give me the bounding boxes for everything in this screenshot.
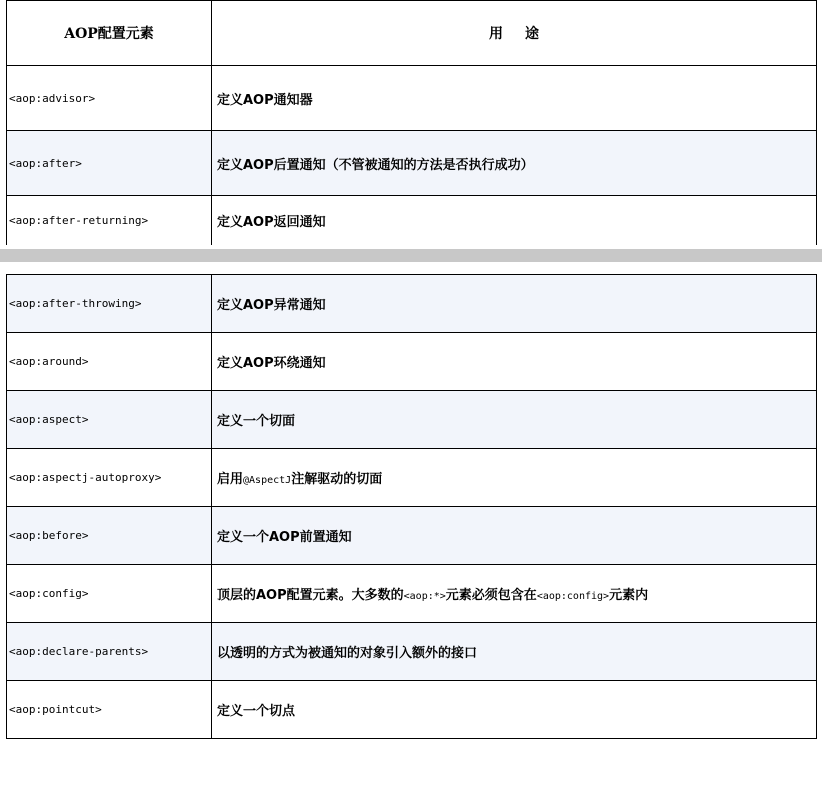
purpose-cell [212,565,817,623]
element-cell: <aop:after> [7,131,212,196]
element-cell: <aop:pointcut> [7,681,212,739]
table-row [7,623,817,681]
element-cell: <aop:before> [7,507,212,565]
purpose-cell: 定义一个切点 [212,681,817,739]
purpose-cell: 以透明的方式为被通知的对象引入额外的接口 [212,623,817,681]
element-cell: <aop:advisor> [7,66,212,131]
table-row [7,681,817,739]
element-cell: <aop:after-throwing> [7,275,212,333]
element-cell: <aop:config> [7,565,212,623]
table-row [7,507,817,565]
purpose-code: <aop:*> [403,591,446,602]
purpose-cell: 定义AOP异常通知 [212,275,817,333]
purpose-cell: 定义AOP后置通知（不管被通知的方法是否执行成功） [212,131,817,196]
purpose-text: 元素必须包含在 [445,588,537,603]
table-row [7,131,817,196]
table-row [7,275,817,333]
element-cell: <aop:declare-parents> [7,623,212,681]
purpose-cell: 定义AOP通知器 [212,66,817,131]
element-cell: <aop:aspect> [7,391,212,449]
purpose-text: 顶层的AOP配置元素。大多数的 [217,588,404,603]
aop-elements-table-part2 [6,262,817,739]
table-header-row [7,1,817,66]
element-cell: <aop:aspectj-autoproxy> [7,449,212,507]
purpose-text: 启用 [217,472,244,487]
table-row [7,333,817,391]
purpose-text: 元素内 [609,588,649,603]
table-row [7,391,817,449]
table-row [7,66,817,131]
page-break-divider [0,249,822,262]
header-purpose: 用途 [212,1,817,66]
aop-elements-table-part1 [6,0,817,245]
table-row [7,565,817,623]
purpose-code: @AspectJ [243,475,292,486]
purpose-cell: 定义一个切面 [212,391,817,449]
purpose-cell [212,449,817,507]
table-continuation-stub [7,262,817,275]
purpose-cell: 定义一个AOP前置通知 [212,507,817,565]
header-aop-element: AOP配置元素 [7,1,212,66]
table-row [7,196,817,246]
purpose-text: 注解驱动的切面 [291,472,383,487]
element-cell: <aop:around> [7,333,212,391]
table-row [7,449,817,507]
purpose-cell: 定义AOP环绕通知 [212,333,817,391]
purpose-cell: 定义AOP返回通知 [212,196,817,246]
purpose-code: <aop:config> [536,591,610,602]
element-cell: <aop:after-returning> [7,196,212,246]
